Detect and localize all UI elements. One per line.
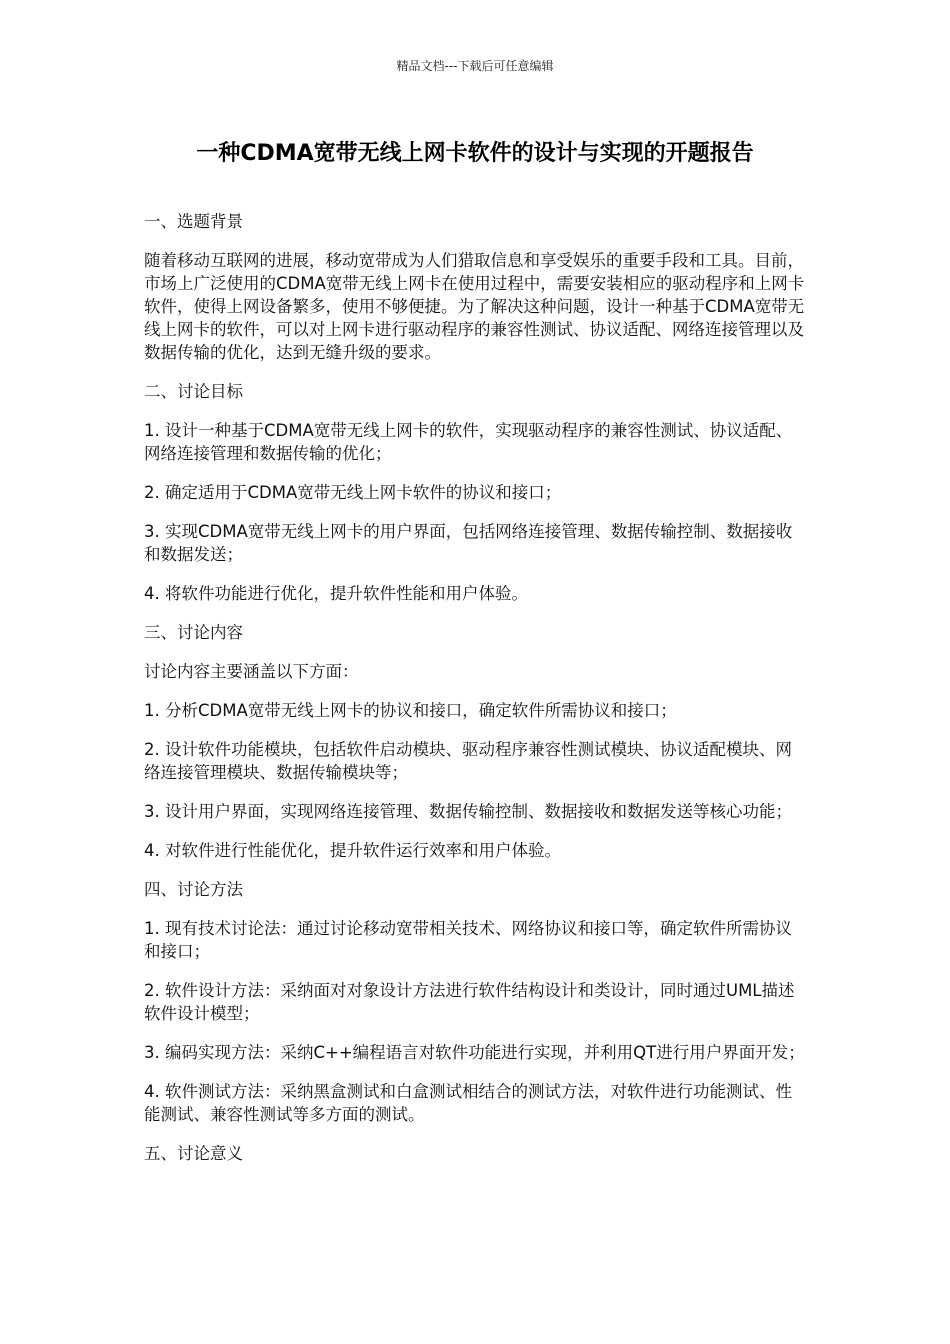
section-heading-background: 一、选题背景 — [144, 212, 243, 231]
content-item-2: 2. 设计软件功能模块，包括软件启动模块、驱动程序兼容性测试模块、协议适配模块、网络连接管理模块、数据传输模块等； — [144, 740, 792, 782]
section-heading-content: 三、讨论内容 — [144, 623, 243, 642]
paragraph-background: 随着移动互联网的进展，移动宽带成为人们猎取信息和享受娱乐的重要手段和工具。目前，市场上广泛使用的CDMA宽带无线上网卡在使用过程中，需要安装相应的驱动程序和上网卡软件，使得上网设备繁多，使用不够便捷。为了解决这种问题，设计一种基于CDMA宽带无线上网卡的软件，可以对上网卡进行驱动程序的兼容性测试、协议适配、网络连接管理以及数据传输的优化，达到无缝升级的要求。 — [144, 251, 805, 362]
section-heading-goals: 二、讨论目标 — [144, 382, 243, 401]
method-item-2: 2. 软件设计方法：采纳面对对象设计方法进行软件结构设计和类设计，同时通过UML描述软件设计模型； — [144, 981, 795, 1023]
content-intro: 讨论内容主要涵盖以下方面： — [144, 662, 359, 681]
content-item-3: 3. 设计用户界面，实现网络连接管理、数据传输控制、数据接收和数据发送等核心功能； — [144, 802, 792, 821]
goal-item-4: 4. 将软件功能进行优化，提升软件性能和用户体验。 — [144, 584, 528, 603]
goal-item-1: 1. 设计一种基于CDMA宽带无线上网卡的软件，实现驱动程序的兼容性测试、协议适配、网络连接管理和数据传输的优化； — [144, 421, 793, 463]
goal-item-2: 2. 确定适用于CDMA宽带无线上网卡软件的协议和接口； — [144, 483, 562, 502]
goal-item-3: 3. 实现CDMA宽带无线上网卡的用户界面，包括网络连接管理、数据传输控制、数据接收和数据发送； — [144, 522, 793, 564]
section-heading-methods: 四、讨论方法 — [144, 880, 243, 899]
method-item-3: 3. 编码实现方法：采纳C++编程语言对软件功能进行实现，并利用QT进行用户界面开发； — [144, 1043, 805, 1062]
method-item-1: 1. 现有技术讨论法：通过讨论移动宽带相关技术、网络协议和接口等，确定软件所需协议和接口； — [144, 919, 792, 961]
method-item-4: 4. 软件测试方法：采纳黑盒测试和白盒测试相结合的测试方法，对软件进行功能测试、性能测试、兼容性测试等多方面的测试。 — [144, 1082, 792, 1124]
content-item-4: 4. 对软件进行性能优化，提升软件运行效率和用户体验。 — [144, 841, 561, 860]
header-note: 精品文档---下载后可任意编辑 — [396, 59, 554, 73]
document-body — [144, 210, 808, 1181]
content-item-1: 1. 分析CDMA宽带无线上网卡的协议和接口，确定软件所需协议和接口； — [144, 701, 677, 720]
document-title: 一种CDMA宽带无线上网卡软件的设计与实现的开题报告 — [196, 141, 754, 166]
section-heading-significance: 五、讨论意义 — [144, 1144, 243, 1163]
